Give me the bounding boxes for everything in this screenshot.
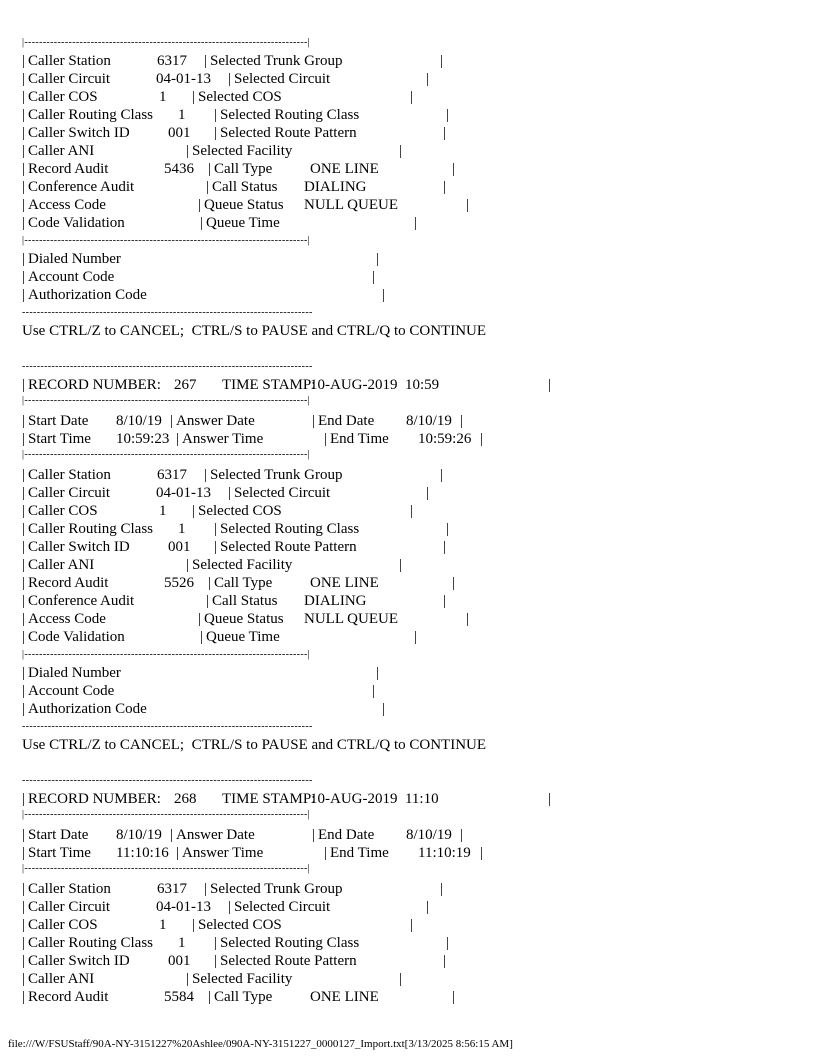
record-divider: ------------------------------------------------------------------------------- xyxy=(22,775,313,786)
field-border: | xyxy=(170,827,174,843)
field-border: | xyxy=(480,431,484,447)
field-border: | xyxy=(410,503,414,519)
field-value: 1 xyxy=(159,89,167,105)
field-value: 1 xyxy=(159,503,167,519)
field-label: Caller Routing Class xyxy=(28,107,153,123)
field-border: | xyxy=(22,971,26,987)
continue-prompt: Use CTRL/Z to CANCEL; CTRL/S to PAUSE and CTRL/Q to CONTINUE xyxy=(22,323,487,339)
field-label: Caller COS xyxy=(28,503,98,519)
field-value: 1 xyxy=(178,935,186,951)
field-border: | xyxy=(452,161,456,177)
record-divider: ------------------------------------------------------------------------------- xyxy=(22,721,313,732)
field-label: Caller Circuit xyxy=(28,899,111,915)
field-label: Selected Circuit xyxy=(234,485,331,501)
field-label: Answer Date xyxy=(176,413,255,429)
field-border: | xyxy=(372,683,376,699)
field-label: Selected Routing Class xyxy=(220,935,360,951)
field-value: ONE LINE xyxy=(310,161,379,177)
field-label: Call Type xyxy=(214,161,273,177)
field-border: | xyxy=(460,413,464,429)
field-label: Call Status xyxy=(212,593,278,609)
field-label: Start Date xyxy=(28,827,89,843)
field-border: | xyxy=(443,179,447,195)
section-separator: |-----------------------------------------------------------------------------| xyxy=(22,809,311,820)
field-label: Answer Time xyxy=(182,431,264,447)
field-label: Answer Time xyxy=(182,845,264,861)
field-label: Caller Circuit xyxy=(28,71,111,87)
field-label: Selected Route Pattern xyxy=(220,539,357,555)
field-label: End Time xyxy=(330,431,389,447)
field-border: | xyxy=(22,665,26,681)
field-border: | xyxy=(186,557,190,573)
field-border: | xyxy=(208,989,212,1005)
field-border: | xyxy=(452,989,456,1005)
field-border: | xyxy=(206,179,210,195)
field-label: Selected COS xyxy=(198,503,282,519)
field-border: | xyxy=(22,251,26,267)
field-label: Selected Trunk Group xyxy=(210,881,343,897)
field-value: 6317 xyxy=(157,881,187,897)
field-border: | xyxy=(466,197,470,213)
field-label: Selected Routing Class xyxy=(220,521,360,537)
field-label: Caller ANI xyxy=(28,143,95,159)
field-label: Selected Trunk Group xyxy=(210,53,343,69)
field-value: 001 xyxy=(168,953,191,969)
field-label: Access Code xyxy=(28,611,106,627)
field-label: Queue Status xyxy=(204,197,284,213)
field-border: | xyxy=(22,467,26,483)
field-border: | xyxy=(440,53,444,69)
field-value: 6317 xyxy=(157,53,187,69)
field-value: 5526 xyxy=(164,575,194,591)
field-border: | xyxy=(312,827,316,843)
record-number-label: RECORD NUMBER: xyxy=(28,377,161,393)
field-value: 04-01-13 xyxy=(156,899,211,915)
field-label: Caller Routing Class xyxy=(28,935,153,951)
field-label: End Date xyxy=(318,413,375,429)
field-border: | xyxy=(214,935,218,951)
field-border: | xyxy=(446,107,450,123)
field-label: Start Date xyxy=(28,413,89,429)
field-value: 8/10/19 xyxy=(406,413,452,429)
field-border: | xyxy=(228,899,232,915)
field-border: | xyxy=(22,953,26,969)
field-label: Account Code xyxy=(28,683,115,699)
field-label: Access Code xyxy=(28,197,106,213)
field-label: Code Validation xyxy=(28,629,125,645)
field-border: | xyxy=(382,701,386,717)
field-border: | xyxy=(204,53,208,69)
field-label: Authorization Code xyxy=(28,287,147,303)
field-label: Conference Audit xyxy=(28,593,135,609)
field-value: 8/10/19 xyxy=(116,413,162,429)
field-border: | xyxy=(176,431,180,447)
field-border: | xyxy=(22,413,26,429)
field-value: ONE LINE xyxy=(310,575,379,591)
field-label: Answer Date xyxy=(176,827,255,843)
file-path-footer: file:///W/FSUStaff/90A-NY-3151227%20Ashlee/090A-NY-3151227_0000127_Import.txt[3/13/2025 8:56:15 AM] xyxy=(8,1038,513,1050)
field-border: | xyxy=(192,89,196,105)
field-border: | xyxy=(214,953,218,969)
field-value: 1 xyxy=(178,107,186,123)
field-border: | xyxy=(324,845,328,861)
field-border: | xyxy=(446,935,450,951)
field-border: | xyxy=(22,215,26,231)
field-border: | xyxy=(22,71,26,87)
field-label: Caller ANI xyxy=(28,557,95,573)
field-border: | xyxy=(548,377,552,393)
field-border: | xyxy=(22,485,26,501)
field-label: Selected Facility xyxy=(192,971,293,987)
field-border: | xyxy=(204,881,208,897)
field-border: | xyxy=(410,917,414,933)
time-stamp-label: TIME STAMP: xyxy=(222,791,316,807)
field-value: 1 xyxy=(159,917,167,933)
field-border: | xyxy=(208,161,212,177)
time-stamp-value: 10-AUG-2019 10:59 xyxy=(310,377,440,393)
field-value: 8/10/19 xyxy=(116,827,162,843)
field-border: | xyxy=(376,251,380,267)
field-value: NULL QUEUE xyxy=(304,611,399,627)
field-border: | xyxy=(214,125,218,141)
section-separator: |-----------------------------------------------------------------------------| xyxy=(22,395,311,406)
field-border: | xyxy=(443,953,447,969)
field-border: | xyxy=(206,593,210,609)
field-border: | xyxy=(200,629,204,645)
field-label: Start Time xyxy=(28,845,91,861)
field-value: NULL QUEUE xyxy=(304,197,399,213)
section-separator: |-----------------------------------------------------------------------------| xyxy=(22,449,311,460)
field-label: Selected Facility xyxy=(192,557,293,573)
field-border: | xyxy=(22,611,26,627)
field-border: | xyxy=(382,287,386,303)
field-label: Caller COS xyxy=(28,917,98,933)
field-border: | xyxy=(452,575,456,591)
field-label: Record Audit xyxy=(28,161,109,177)
field-border: | xyxy=(372,269,376,285)
field-label: Caller Switch ID xyxy=(28,539,130,555)
field-border: | xyxy=(426,485,430,501)
field-label: Conference Audit xyxy=(28,179,135,195)
section-separator: |-----------------------------------------------------------------------------| xyxy=(22,863,311,874)
field-border: | xyxy=(214,107,218,123)
record-number-value: 268 xyxy=(174,791,197,807)
field-border: | xyxy=(22,269,26,285)
field-border: | xyxy=(192,917,196,933)
section-separator: |-----------------------------------------------------------------------------| xyxy=(22,649,311,660)
field-label: Call Type xyxy=(214,989,273,1005)
field-border: | xyxy=(22,287,26,303)
record-number-value: 267 xyxy=(174,377,197,393)
field-border: | xyxy=(22,575,26,591)
field-border: | xyxy=(376,665,380,681)
field-label: Selected Trunk Group xyxy=(210,467,343,483)
field-border: | xyxy=(22,899,26,915)
field-label: Authorization Code xyxy=(28,701,147,717)
field-border: | xyxy=(22,161,26,177)
field-border: | xyxy=(440,881,444,897)
field-border: | xyxy=(22,503,26,519)
field-value: 5584 xyxy=(164,989,194,1005)
record-divider: ------------------------------------------------------------------------------- xyxy=(22,361,313,372)
field-border: | xyxy=(443,125,447,141)
field-label: Selected Facility xyxy=(192,143,293,159)
field-label: Selected Routing Class xyxy=(220,107,360,123)
field-border: | xyxy=(22,377,26,393)
field-border: | xyxy=(312,413,316,429)
field-label: Queue Time xyxy=(206,629,280,645)
field-label: Caller Station xyxy=(28,881,111,897)
field-border: | xyxy=(200,215,204,231)
field-label: Caller COS xyxy=(28,89,98,105)
field-border: | xyxy=(22,53,26,69)
field-label: Caller Station xyxy=(28,467,111,483)
field-border: | xyxy=(480,845,484,861)
field-border: | xyxy=(22,125,26,141)
field-border: | xyxy=(22,917,26,933)
field-label: Selected Route Pattern xyxy=(220,125,357,141)
field-border: | xyxy=(22,143,26,159)
field-value: 1 xyxy=(178,521,186,537)
field-border: | xyxy=(22,881,26,897)
field-border: | xyxy=(176,845,180,861)
field-label: Call Status xyxy=(212,179,278,195)
field-border: | xyxy=(192,503,196,519)
field-border: | xyxy=(22,629,26,645)
field-border: | xyxy=(446,521,450,537)
field-border: | xyxy=(22,107,26,123)
field-border: | xyxy=(186,143,190,159)
field-border: | xyxy=(22,701,26,717)
field-label: Selected Circuit xyxy=(234,71,331,87)
section-separator: |-----------------------------------------------------------------------------| xyxy=(22,235,311,246)
field-label: Account Code xyxy=(28,269,115,285)
field-border: | xyxy=(186,971,190,987)
field-border: | xyxy=(22,827,26,843)
field-border: | xyxy=(466,611,470,627)
field-label: Record Audit xyxy=(28,989,109,1005)
field-border: | xyxy=(208,575,212,591)
field-value: 001 xyxy=(168,125,191,141)
field-border: | xyxy=(22,935,26,951)
field-label: Dialed Number xyxy=(28,665,121,681)
field-value: 10:59:23 xyxy=(116,431,170,447)
field-label: Selected Circuit xyxy=(234,899,331,915)
field-border: | xyxy=(22,989,26,1005)
field-value: 04-01-13 xyxy=(156,71,211,87)
field-border: | xyxy=(22,89,26,105)
field-border: | xyxy=(214,521,218,537)
field-border: | xyxy=(22,179,26,195)
field-value: 6317 xyxy=(157,467,187,483)
continue-prompt: Use CTRL/Z to CANCEL; CTRL/S to PAUSE and CTRL/Q to CONTINUE xyxy=(22,737,487,753)
field-label: Queue Status xyxy=(204,611,284,627)
field-value: 001 xyxy=(168,539,191,555)
field-border: | xyxy=(198,611,202,627)
field-label: Caller Routing Class xyxy=(28,521,153,537)
field-label: Caller Circuit xyxy=(28,485,111,501)
field-label: Caller ANI xyxy=(28,971,95,987)
field-border: | xyxy=(22,845,26,861)
field-border: | xyxy=(22,521,26,537)
field-border: | xyxy=(426,899,430,915)
field-label: Call Type xyxy=(214,575,273,591)
field-value: 10:59:26 xyxy=(418,431,472,447)
field-value: 5436 xyxy=(164,161,194,177)
field-border: | xyxy=(548,791,552,807)
field-label: Start Time xyxy=(28,431,91,447)
record-number-label: RECORD NUMBER: xyxy=(28,791,161,807)
field-value: 11:10:19 xyxy=(418,845,471,861)
field-border: | xyxy=(414,215,418,231)
field-label: Caller Station xyxy=(28,53,111,69)
field-label: Dialed Number xyxy=(28,251,121,267)
field-value: DIALING xyxy=(304,593,367,609)
field-border: | xyxy=(324,431,328,447)
field-label: Selected COS xyxy=(198,917,282,933)
field-label: Code Validation xyxy=(28,215,125,231)
field-border: | xyxy=(410,89,414,105)
field-border: | xyxy=(198,197,202,213)
field-border: | xyxy=(22,683,26,699)
section-separator: |-----------------------------------------------------------------------------| xyxy=(22,37,311,48)
field-value: DIALING xyxy=(304,179,367,195)
field-label: Selected Route Pattern xyxy=(220,953,357,969)
field-value: 8/10/19 xyxy=(406,827,452,843)
field-label: Selected COS xyxy=(198,89,282,105)
field-border: | xyxy=(443,593,447,609)
field-border: | xyxy=(443,539,447,555)
field-value: 11:10:16 xyxy=(116,845,169,861)
field-label: End Time xyxy=(330,845,389,861)
field-border: | xyxy=(399,971,403,987)
field-label: End Date xyxy=(318,827,375,843)
field-label: Record Audit xyxy=(28,575,109,591)
field-border: | xyxy=(22,431,26,447)
field-label: Queue Time xyxy=(206,215,280,231)
field-label: Caller Switch ID xyxy=(28,953,130,969)
field-border: | xyxy=(22,557,26,573)
field-border: | xyxy=(22,791,26,807)
field-border: | xyxy=(460,827,464,843)
field-value: 04-01-13 xyxy=(156,485,211,501)
field-border: | xyxy=(22,539,26,555)
field-border: | xyxy=(426,71,430,87)
field-label: Caller Switch ID xyxy=(28,125,130,141)
time-stamp-label: TIME STAMP: xyxy=(222,377,316,393)
time-stamp-value: 10-AUG-2019 11:10 xyxy=(310,791,439,807)
field-border: | xyxy=(22,593,26,609)
field-border: | xyxy=(399,557,403,573)
field-value: ONE LINE xyxy=(310,989,379,1005)
field-border: | xyxy=(414,629,418,645)
field-border: | xyxy=(204,467,208,483)
field-border: | xyxy=(228,71,232,87)
field-border: | xyxy=(228,485,232,501)
field-border: | xyxy=(22,197,26,213)
field-border: | xyxy=(214,539,218,555)
record-divider: ------------------------------------------------------------------------------- xyxy=(22,307,313,318)
field-border: | xyxy=(170,413,174,429)
field-border: | xyxy=(399,143,403,159)
field-border: | xyxy=(440,467,444,483)
